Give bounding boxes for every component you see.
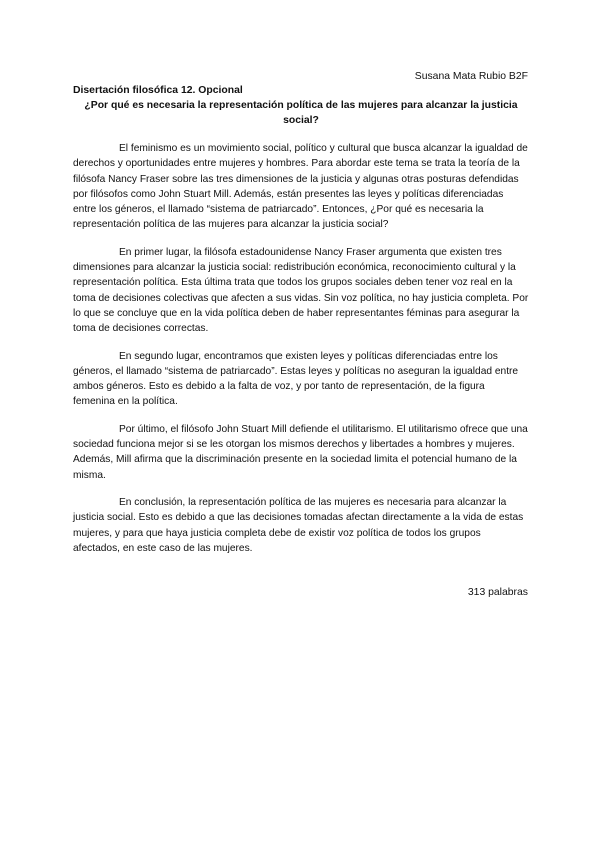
- document-question: ¿Por qué es necesaria la representación política de las mujeres para alcanzar la justicia social?: [84, 100, 518, 126]
- paragraph-conclusion: En conclusión, la representación política de las mujeres es necesaria para alcanzar la justicia social. Esto es debido a que las decisiones tomadas afectan directamente a la vida de estas mujeres, y para que haya justicia completa debe de existir voz política de todos los grupos afectados, en este caso de las mujeres.: [73, 496, 524, 554]
- document-body: [73, 84, 529, 556]
- author-name: Susana Mata Rubio B2F: [414, 71, 528, 82]
- document-heading: Disertación filosófica 12. Opcional: [73, 85, 243, 96]
- paragraph-third-argument: Por último, el filósofo John Stuart Mill defiende el utilitarismo. El utilitarismo ofrece que una sociedad funciona mejor si se les otorgan los mismos derechos y libertades a hombres y mujeres. Además, Mill afirma que la discriminación presente en la sociedad limita el potencial humano de la misma.: [73, 423, 528, 481]
- paragraph-first-argument: En primer lugar, la filósofa estadounidense Nancy Fraser argumenta que existen tres dimensiones para alcanzar la justicia social: redistribución económica, reconocimiento cultural y la representación política. Esta última trata que todos los grupos sociales deben tener voz real en la toma de decisiones colectivas que afecten a sus vidas. Sin voz política, no hay justicia completa. Por lo que se concluye que en la vida política deben de haber representantes féminas para asegurar la toma de decisiones correctas.: [73, 246, 529, 335]
- word-count: 313 palabras: [467, 587, 528, 598]
- paragraph-second-argument: En segundo lugar, encontramos que existen leyes y políticas diferenciadas entre los géneros, el llamado “sistema de patriarcado”. Estas leyes y políticas no aseguran la igualdad entre ambos géneros. Esto es debido a la falta de voz, y por tanto de representación, de la figura femenina en la política.: [73, 350, 519, 408]
- paragraph-introduction: El feminismo es un movimiento social, político y cultural que busca alcanzar la igualdad de derechos y oportunidades entre mujeres y hombres. Para abordar este tema se trata la teoría de la filósofa Nancy Fraser sobre las tres dimensiones de la justicia y algunas otras posturas defendidas por filósofos como John Stuart Mill. Además, están presentes las leyes y políticas diferenciadas entre los géneros, el llamado “sistema de patriarcado”. Entonces, ¿Por qué es necesaria la representación política de las mujeres para alcanzar la justicia social?: [73, 143, 528, 231]
